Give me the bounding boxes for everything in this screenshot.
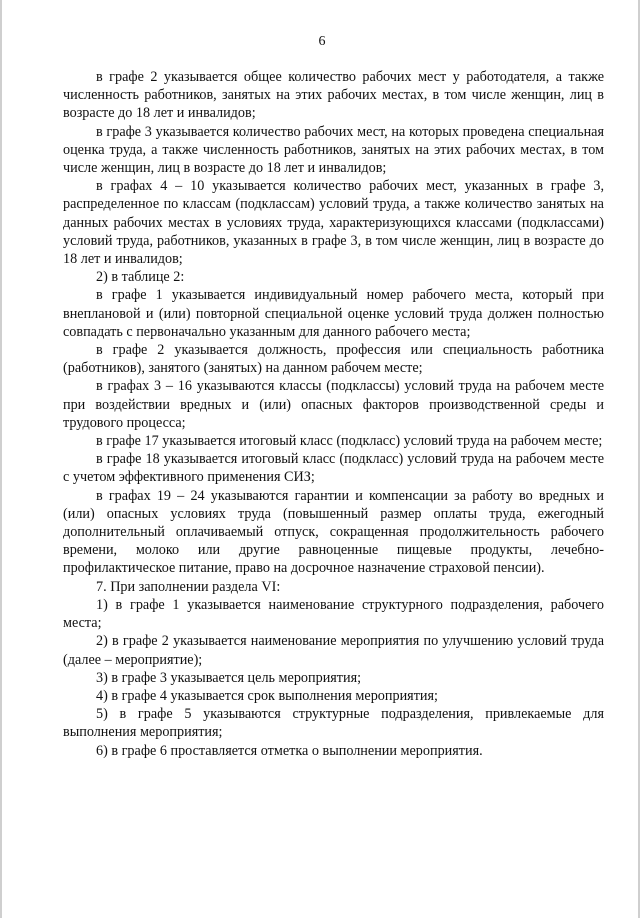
paragraph-column-2-table-2: в графе 2 указывается должность, профессия или специальность работника (работников), занятого (занятых) на данном рабочем месте;: [63, 342, 604, 377]
paragraph-section-vi-column-6: 6) в графе 6 проставляется отметка о выполнении мероприятия.: [96, 742, 483, 759]
paragraph-column-1-table-2: в графе 1 указывается индивидуальный номер рабочего места, который при внеплановой и (или) повторной специальной оценке условий труда должен полностью совпадать с первоначально указанным для данного рабочего места;: [63, 287, 604, 340]
paragraph-columns-19-24-table-2: в графах 19 – 24 указываются гарантии и компенсации за работу во вредных и (или) опасных условиях труда (повышенный размер оплаты труда, ежегодный дополнительный оплачиваемый отпуск, сокращенная продолжительность рабочего времени, молоко или другие равноценные пищевые продукты, лечебно-профилактическое питание, право на досрочное назначение страховой пенсии).: [63, 487, 604, 577]
document-body: [63, 68, 604, 760]
paragraph-section-vi-column-1: 1) в графе 1 указывается наименование структурного подразделения, рабочего места;: [63, 596, 604, 632]
paragraph-section-vi-column-2: 2) в графе 2 указывается наименование мероприятия по улучшению условий труда (далее – мероприятие);: [63, 633, 604, 668]
paragraph-section-vi-column-4: 4) в графе 4 указывается срок выполнения мероприятия;: [96, 687, 438, 704]
paragraph-section-vi-column-5: 5) в графе 5 указываются структурные подразделения, привлекаемые для выполнения мероприятия;: [63, 706, 604, 741]
paragraph-section-vi-heading: 7. При заполнении раздела VI:: [96, 578, 281, 595]
page-number: 6: [318, 34, 326, 49]
paragraph-column-17-table-2: в графе 17 указывается итоговый класс (подкласс) условий труда на рабочем месте;: [96, 433, 603, 450]
paragraph-column-18-table-2: в графе 18 указывается итоговый класс (подкласс) условий труда на рабочем месте с учетом эффективного применения СИЗ;: [63, 451, 604, 486]
paragraph-column-3-table-1: в графе 3 указывается количество рабочих мест, на которых проведена специальная оценка труда, а также численность работников, занятых на этих рабочих местах, в том числе женщин, лиц в возрасте до 18 лет и инвалидов;: [63, 123, 604, 177]
paragraph-columns-4-10-table-1: в графах 4 – 10 указывается количество рабочих мест, указанных в графе 3, распределенное по классам (подклассам) условий труда, а также количество занятых на данных рабочих местах в условиях труда, характеризующихся классами (подклассами) условий труда, работников, указанных в графе 3, в том числе женщин, лиц в возрасте до 18 лет и инвалидов;: [63, 178, 604, 268]
paragraph-section-vi-column-3: 3) в графе 3 указывается цель мероприятия;: [96, 669, 362, 686]
paragraph-column-2-table-1: в графе 2 указывается общее количество рабочих мест у работодателя, а также численность работников, занятых на этих рабочих местах, в том числе женщин, лиц в возрасте до 18 лет и инвалидов;: [63, 69, 604, 122]
paragraph-columns-3-16-table-2: в графах 3 – 16 указываются классы (подклассы) условий труда на рабочем месте при воздействии вредных и (или) опасных факторов производственной среды и трудового процесса;: [63, 378, 604, 431]
paragraph-table-2-heading: 2) в таблице 2:: [96, 269, 185, 286]
